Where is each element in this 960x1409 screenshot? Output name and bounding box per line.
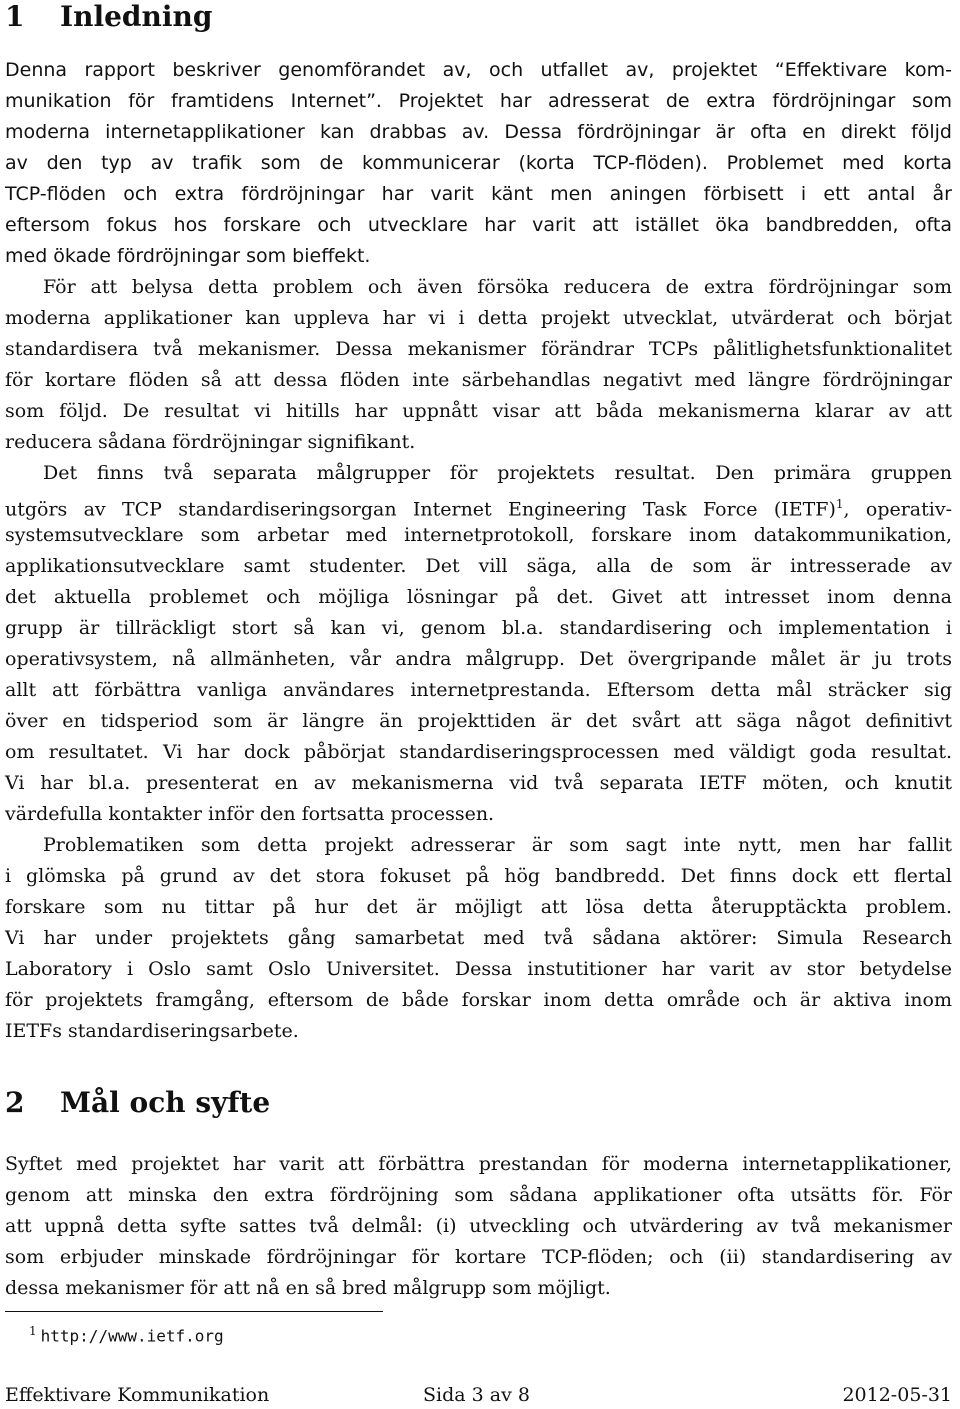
text-fragment: , operativ- [843, 498, 953, 521]
text-line: moderna applikationer kan uppleva har vi i detta projekt utvecklat, utvärderat och börjat [5, 307, 952, 329]
text-line: moderna internetapplikationer kan drabbas av. Dessa fördröjningar är ofta en direkt följd [5, 121, 952, 143]
text-line: värdefulla kontakter inför den fortsatta processen. [5, 803, 495, 825]
text-line: att uppnå detta syfte sattes två delmål: (i) utveckling och utvärdering av två mekanismer [5, 1215, 952, 1237]
text-line: systemsutvecklare som arbetar med internetprotokoll, forskare inom datakommunikation, [5, 524, 952, 546]
text-line: med ökade fördröjningar som bieffekt. [5, 245, 371, 267]
text-line: över en tidsperiod som är längre än projekttiden är det svårt att säga något definitivt [5, 710, 952, 732]
text-line: dessa mekanismer för att nå en så bred målgrupp som möjligt. [5, 1277, 611, 1299]
text-line: allt att förbättra vanliga användares internetprestanda. Eftersom detta mål sträcker sig [5, 679, 952, 701]
section-number: 2 [5, 1086, 25, 1119]
footnote-number: 1 [29, 1324, 37, 1338]
text-line: reducera sådana fördröjningar signifikant. [5, 431, 416, 453]
text-line: eftersom fokus hos forskare och utvecklare har varit att istället öka bandbredden, ofta [5, 214, 952, 236]
section-number: 1 [5, 0, 25, 33]
footnote-marker: 1 [835, 497, 844, 511]
footnote [29, 1319, 224, 1348]
text-line: operativsystem, nå allmänheten, vår andra målgrupp. Det övergripande målet är ju trots [5, 648, 952, 670]
text-line: Problematiken som detta projekt adresserar är som sagt inte nytt, men har fallit [43, 834, 952, 856]
text-line: TCP-flöden och extra fördröjningar har varit känt men aningen förbisett i ett antal år [5, 183, 952, 205]
text-line: genom att minska den extra fördröjning som sådana applikationer ofta utsätts för. För [5, 1184, 952, 1206]
section-title: Inledning [60, 0, 213, 33]
section-heading-1 [5, 0, 212, 34]
text-line: Laboratory i Oslo samt Oslo Universitet. Dessa instutitioner har varit av stor betydelse [5, 958, 952, 980]
section-heading-2 [5, 1086, 270, 1120]
text-line: Denna rapport beskriver genomförandet av, och utfallet av, projektet “Effektivare kom- [5, 59, 952, 81]
footnote-divider [5, 1311, 383, 1312]
text-line: IETFs standardiseringsarbete. [5, 1020, 299, 1042]
footer-date: 2012-05-31 [842, 1384, 952, 1406]
text-line: grupp är tillräckligt stort så kan vi, genom bl.a. standardisering och implementation i [5, 617, 952, 639]
text-line: som följd. De resultat vi hitills har uppnått visar att båda mekanismerna klarar av att [5, 400, 952, 422]
text-line: standardisera två mekanismer. Dessa mekanismer förändrar TCPs pålitlighetsfunktionalitet [5, 338, 952, 360]
text-line: för kortare flöden så att dessa flöden inte särbehandlas negativt med längre fördröjningar [5, 369, 952, 391]
text-line: munikation för framtidens Internet”. Projektet har adresserat de extra fördröjningar som [5, 90, 952, 112]
text-line: Det finns två separata målgrupper för projektets resultat. Den primära gruppen [43, 462, 952, 484]
text-fragment: utgörs av TCP standardiseringsorgan Internet Engineering Task Force (IETF) [5, 498, 836, 521]
text-line: det aktuella problemet och möjliga lösningar på det. Givet att intresset inom denna [5, 586, 952, 608]
footnote-link[interactable]: http://www.ietf.org [40, 1326, 224, 1346]
section-title: Mål och syfte [60, 1086, 271, 1119]
footer-title: Effektivare Kommunikation [5, 1384, 270, 1406]
text-line: i glömska på grund av det stora fokuset på hög bandbredd. Det finns dock ett flertal [5, 865, 952, 887]
footer-page-number: Sida 3 av 8 [423, 1384, 530, 1406]
text-line: forskare som nu tittar på hur det är möjligt att lösa detta återupptäckta problem. [5, 896, 952, 918]
text-line: som erbjuder minskade fördröjningar för kortare TCP-flöden; och (ii) standardisering av [5, 1246, 952, 1268]
text-line: Vi har under projektets gång samarbetat med två sådana aktörer: Simula Research [5, 927, 952, 949]
text-line: om resultatet. Vi har dock påbörjat standardiseringsprocessen med väldigt goda resultat. [5, 741, 952, 763]
text-line: För att belysa detta problem och även försöka reducera de extra fördröjningar som [43, 276, 952, 298]
text-line: Syftet med projektet har varit att förbättra prestandan för moderna internetapplikationer, [5, 1153, 952, 1175]
text-line: Vi har bl.a. presenterat en av mekanismerna vid två separata IETF möten, och knutit [5, 772, 952, 794]
text-line: applikationsutvecklare samt studenter. Det vill säga, alla de som är intresserade av [5, 555, 952, 577]
text-line: för projektets framgång, eftersom de både forskar inom detta område och är aktiva inom [5, 989, 952, 1011]
text-line: av den typ av trafik som de kommunicerar (korta TCP-flöden). Problemet med korta [5, 152, 952, 174]
